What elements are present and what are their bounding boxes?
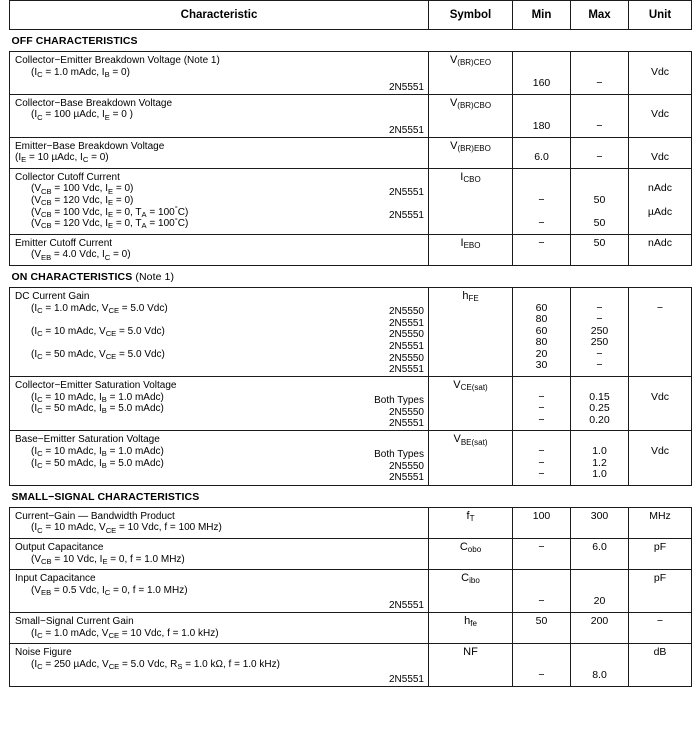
characteristic-cell: [10, 612, 429, 643]
unit-cell: nAdc µAdc: [629, 168, 692, 234]
max-cell: 8.0: [571, 644, 629, 687]
symbol-cell: $h_{fe}$: [429, 612, 513, 643]
symbol-cell: $f_T$: [429, 507, 513, 538]
min-cell: 180: [513, 94, 571, 137]
characteristic-condition: ($I_C = 250$ µAdc, $V_{CE} = 5.0$ Vdc, $R_S = 1.0$ kΩ, f = 1.0 kHz): [31, 658, 280, 671]
table-row: [10, 234, 692, 265]
max-cell: −: [571, 52, 629, 95]
column-header-max: Max: [571, 1, 629, 30]
min-cell: − − −: [513, 377, 571, 431]
part-number: 2N5550: [388, 305, 424, 317]
max-cell: 0.15 0.25 0.20: [571, 377, 629, 431]
characteristic-condition: ($I_C = 50$ mAdc, $I_B = 5.0$ mAdc): [31, 457, 164, 470]
characteristic-cell: [10, 507, 429, 538]
symbol-cell: $C_{obo}$: [429, 539, 513, 570]
section-note: (Note 1): [135, 270, 175, 283]
characteristic-condition: ($I_C = 10$ mAdc, $I_B = 1.0$ mAdc): [31, 446, 164, 459]
characteristic-condition: ($I_C = 1.0$ mAdc, $I_B = 0$): [31, 66, 130, 79]
max-cell: 1.0 1.2 1.0: [571, 431, 629, 485]
symbol-cell: $I_{EBO}$: [429, 234, 513, 265]
characteristic-title: Output Capacitance: [15, 542, 104, 553]
part-number: 2N5550: [388, 461, 424, 473]
min-cell: −: [513, 570, 571, 613]
min-cell: 50: [513, 612, 571, 643]
unit-cell: nAdc: [629, 234, 692, 265]
min-cell: 6.0: [513, 137, 571, 168]
column-header-min: Min: [513, 1, 571, 30]
max-cell: 200: [571, 612, 629, 643]
min-cell: 160: [513, 52, 571, 95]
characteristic-title: Emitter−Base Breakdown Voltage: [15, 140, 165, 152]
characteristic-condition: ($I_C = 1.0$ mAdc, $V_{CE} = 5.0$ Vdc): [31, 302, 168, 315]
part-number: 2N5550: [388, 352, 424, 364]
symbol-cell: $V_{(BR)EBO}$: [429, 137, 513, 168]
max-cell: −: [571, 94, 629, 137]
min-cell: −: [513, 644, 571, 687]
max-cell: 6.0: [571, 539, 629, 570]
characteristic-condition: ($V_{CB} = 120$ Vdc, $I_E = 0$, $T_A = 100^\circ C$): [31, 215, 189, 231]
max-cell: − − 250 250 − −: [571, 287, 629, 376]
max-cell: 300: [571, 507, 629, 538]
table-row: [10, 644, 692, 687]
min-cell: −: [513, 234, 571, 265]
characteristic-cell: [10, 52, 429, 95]
unit-cell: Vdc: [629, 52, 692, 95]
unit-cell: pF: [629, 570, 692, 613]
table-row: [10, 612, 692, 643]
table-row: [10, 52, 692, 95]
characteristic-condition: ($V_{EB} = 0.5$ Vdc, $I_C = 0$, f = 1.0 MHz): [31, 584, 188, 597]
min-cell: − −: [513, 168, 571, 234]
characteristic-condition: ($I_C = 10$ mAdc, $V_{CE} = 10$ Vdc, f = 100 MHz): [31, 522, 222, 535]
characteristic-title: Collector Cutoff Current: [15, 171, 120, 183]
symbol-cell: $V_{(BR)CBO}$: [429, 94, 513, 137]
table-header-row: [10, 1, 692, 30]
part-number: 2N5551: [388, 186, 424, 198]
symbol-cell: $I_{CBO}$: [429, 168, 513, 234]
max-cell: −: [571, 137, 629, 168]
column-header-unit: Unit: [629, 1, 692, 30]
table-row: [10, 137, 692, 168]
section-title: OFF CHARACTERISTICS: [11, 35, 138, 47]
symbol-cell: NF: [429, 644, 513, 687]
table-row: [10, 94, 692, 137]
part-number: 2N5551: [388, 363, 424, 375]
column-header-characteristic: Characteristic: [10, 1, 429, 30]
characteristic-title: Collector−Base Breakdown Voltage: [15, 97, 173, 109]
symbol-cell: $h_{FE}$: [429, 287, 513, 376]
min-cell: −: [513, 539, 571, 570]
table-row: [10, 168, 692, 234]
table-row: [10, 431, 692, 485]
characteristics-table: [9, 0, 692, 687]
min-cell: 60 80 60 80 20 30: [513, 287, 571, 376]
characteristic-condition: ($I_C = 10$ mAdc, $I_B = 1.0$ mAdc): [31, 391, 164, 404]
max-cell: 20: [571, 570, 629, 613]
characteristic-cell: [10, 431, 429, 485]
symbol-cell: $V_{(BR)CEO}$: [429, 52, 513, 95]
unit-cell: Vdc: [629, 431, 692, 485]
part-number: Both Types: [374, 449, 424, 461]
characteristic-condition: ($V_{CB} = 120$ Vdc, $I_E = 0$): [31, 194, 134, 208]
characteristic-condition: ($I_C = 1.0$ mAdc, $V_{CE} = 10$ Vdc, f = 1.0 kHz): [31, 627, 219, 640]
characteristic-condition: ($I_C = 50$ mAdc, $I_B = 5.0$ mAdc): [31, 403, 164, 416]
min-cell: − − −: [513, 431, 571, 485]
column-header-symbol: Symbol: [429, 1, 513, 30]
part-number: Both Types: [374, 395, 424, 407]
characteristic-cell: [10, 377, 429, 431]
unit-cell: dB: [629, 644, 692, 687]
part-number: 2N5550: [388, 407, 424, 419]
table-row: [10, 507, 692, 538]
characteristic-condition: ($V_{CB} = 100$ Vdc, $I_E = 0$, $T_A = 100^\circ C$): [31, 204, 189, 219]
unit-cell: −: [629, 287, 692, 376]
part-number: 2N5551: [388, 82, 424, 93]
characteristic-title: Emitter Cutoff Current: [15, 237, 113, 249]
unit-cell: MHz: [629, 507, 692, 538]
section-band-on-characteristics: [10, 265, 692, 287]
unit-cell: Vdc: [629, 94, 692, 137]
min-cell: 100: [513, 507, 571, 538]
table-row: [10, 570, 692, 613]
characteristic-title: Collector−Emitter Saturation Voltage: [15, 380, 177, 392]
characteristic-condition: ($I_C = 50$ mAdc, $V_{CE} = 5.0$ Vdc): [31, 348, 165, 362]
section-title: ON CHARACTERISTICS: [11, 270, 133, 283]
section-band-small-signal-characteristics: [10, 485, 692, 507]
characteristic-cell: [10, 287, 429, 376]
characteristic-title: Input Capacitance: [15, 573, 96, 585]
symbol-cell: $V_{CE(sat)}$: [429, 377, 513, 431]
unit-cell: −: [629, 612, 692, 643]
unit-cell: Vdc: [629, 137, 692, 168]
characteristic-condition: ($V_{CB} = 100$ Vdc, $I_E = 0$): [31, 183, 134, 196]
characteristic-condition: ($V_{EB} = 4.0$ Vdc, $I_C = 0$): [31, 249, 131, 262]
symbol-cell: $C_{ibo}$: [429, 570, 513, 613]
symbol-cell: $V_{BE(sat)}$: [429, 431, 513, 485]
characteristic-cell: [10, 234, 429, 265]
characteristic-cell: [10, 94, 429, 137]
characteristic-title: Collector−Emitter Breakdown Voltage (Note 1): [15, 55, 220, 66]
table-row: [10, 377, 692, 431]
max-cell: 50: [571, 234, 629, 265]
characteristic-condition: ($I_E = 10$ µAdc, $I_C = 0$): [15, 152, 109, 165]
characteristic-cell: [10, 644, 429, 687]
characteristic-title: DC Current Gain: [15, 290, 90, 302]
part-number: 2N5551: [388, 317, 424, 329]
part-number: 2N5551: [388, 340, 424, 352]
characteristic-title: Noise Figure: [15, 647, 72, 659]
section-title: SMALL−SIGNAL CHARACTERISTICS: [11, 490, 200, 503]
unit-cell: pF: [629, 539, 692, 570]
characteristic-cell: [10, 570, 429, 613]
part-number: 2N5551: [388, 600, 424, 612]
characteristic-condition: ($I_C = 10$ mAdc, $V_{CE} = 5.0$ Vdc): [31, 325, 165, 338]
part-number: 2N5551: [388, 418, 424, 430]
part-number: 2N5550: [388, 328, 424, 340]
table-row: [10, 287, 692, 376]
unit-cell: Vdc: [629, 377, 692, 431]
characteristic-cell: [10, 137, 429, 168]
characteristic-title: Small−Signal Current Gain: [15, 615, 134, 627]
table-row: [10, 539, 692, 570]
characteristic-cell: [10, 168, 429, 234]
section-band-off-characteristics: [10, 30, 692, 52]
characteristic-condition: ($V_{CB} = 10$ Vdc, $I_E = 0$, f = 1.0 MHz): [31, 553, 185, 566]
characteristic-condition: ($I_C = 100$ µAdc, $I_E = 0$ ): [31, 109, 133, 122]
characteristic-title: Base−Emitter Saturation Voltage: [15, 434, 160, 446]
characteristic-cell: [10, 539, 429, 570]
part-number: 2N5551: [388, 124, 424, 136]
max-cell: 50 50: [571, 168, 629, 234]
characteristic-title: Current−Gain — Bandwidth Product: [15, 510, 175, 522]
part-number: 2N5551: [388, 674, 424, 686]
part-number: 2N5551: [388, 209, 424, 221]
part-number: 2N5551: [388, 472, 424, 484]
